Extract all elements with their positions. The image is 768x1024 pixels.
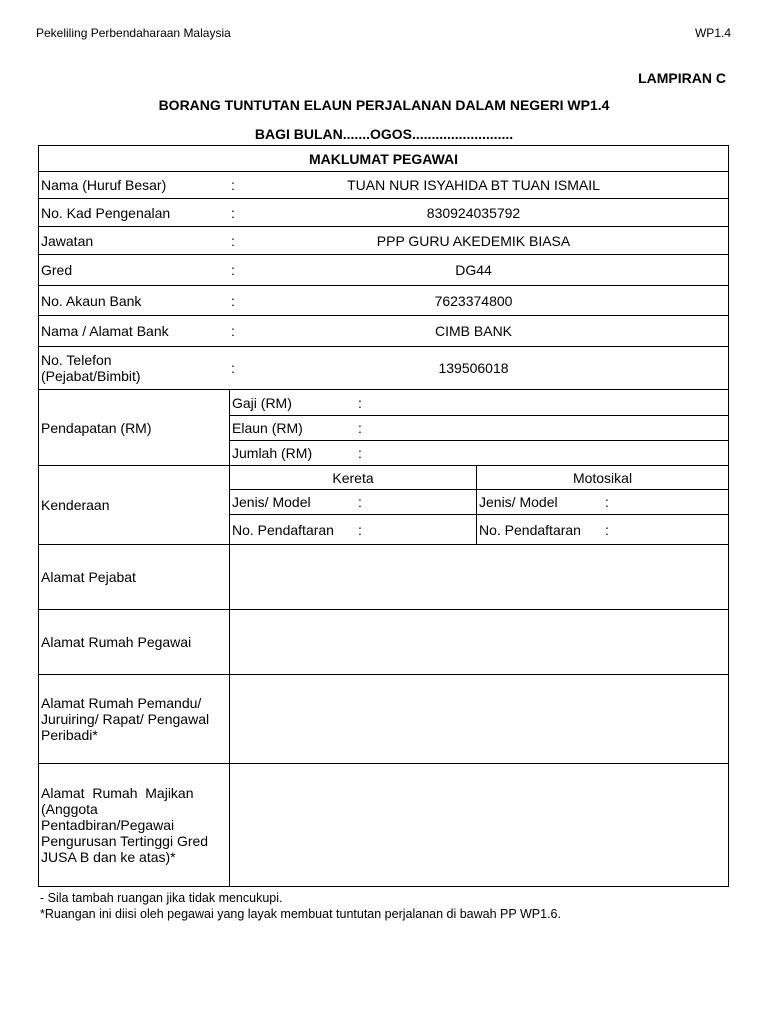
label-majikan-line2: (Anggota xyxy=(41,801,98,817)
label-majikan-line1: Alamat Rumah Majikan xyxy=(41,785,194,801)
label-motosikal-daftar: No. Pendaftaran xyxy=(479,521,581,538)
input-alamat-rumah-majikan[interactable] xyxy=(230,764,729,887)
document-header-right: WP1.4 xyxy=(694,26,731,40)
label-alamat-rumah-pegawai: Alamat Rumah Pegawai xyxy=(39,610,230,675)
footnotes xyxy=(40,890,561,922)
colon: : xyxy=(358,394,362,411)
value-ic[interactable]: 830924035792 xyxy=(426,204,521,221)
row-nama xyxy=(39,172,729,199)
label-kereta-daftar: No. Pendaftaran xyxy=(232,521,334,538)
row-bank xyxy=(39,316,729,347)
row-akaun xyxy=(39,286,729,316)
label-gred: Gred xyxy=(41,262,73,278)
officer-info-table xyxy=(38,145,729,887)
label-nama: Nama (Huruf Besar) xyxy=(41,177,167,193)
label-alamat-rumah-majikan xyxy=(39,764,230,887)
colon: : xyxy=(231,177,235,193)
colon: : xyxy=(231,204,235,221)
label-pemandu-line1: Alamat Rumah Pemandu/ xyxy=(41,695,202,711)
label-majikan-line5: JUSA B dan ke atas)* xyxy=(41,849,176,865)
label-alamat-rumah-pemandu xyxy=(39,675,230,764)
label-jumlah: Jumlah (RM) xyxy=(232,445,313,461)
value-telefon[interactable]: 139506018 xyxy=(438,360,509,376)
label-kenderaan: Kenderaan xyxy=(39,466,230,545)
label-alamat-pejabat: Alamat Pejabat xyxy=(39,545,230,610)
footnote-1: - Sila tambah ruangan jika tidak mencukupi. xyxy=(40,891,283,905)
value-nama[interactable]: TUAN NUR ISYAHIDA BT TUAN ISMAIL xyxy=(347,177,600,193)
label-gaji: Gaji (RM) xyxy=(232,394,292,411)
label-bank: Nama / Alamat Bank xyxy=(41,323,169,339)
colon: : xyxy=(231,292,235,309)
label-elaun: Elaun (RM) xyxy=(232,420,303,436)
form-subtitle-month: BAGI BULAN.......OGOS.......................... xyxy=(254,126,514,142)
label-telefon-line2: (Pejabat/Bimbit) xyxy=(41,368,141,384)
field-motosikal-jenis[interactable] xyxy=(477,490,729,515)
row-jawatan xyxy=(39,227,729,255)
colon: : xyxy=(605,494,609,510)
footnote-2: *Ruangan ini diisi oleh pegawai yang layak membuat tuntutan perjalanan di bawah PP WP1.6. xyxy=(40,907,561,921)
field-jumlah[interactable] xyxy=(230,441,729,466)
label-telefon xyxy=(41,352,231,384)
label-pendapatan: Pendapatan (RM) xyxy=(39,390,230,466)
field-elaun[interactable] xyxy=(230,416,729,441)
label-pemandu-line2: Juruiring/ Rapat/ Pengawal xyxy=(41,711,210,727)
label-telefon-line1: No. Telefon xyxy=(41,352,112,368)
row-ic xyxy=(39,199,729,227)
document-header-left: Pekeliling Perbendaharaan Malaysia xyxy=(36,26,231,40)
label-kereta-jenis: Jenis/ Model xyxy=(232,494,311,510)
value-bank[interactable]: CIMB BANK xyxy=(435,323,513,339)
colon: : xyxy=(358,445,362,461)
colon: : xyxy=(605,521,609,538)
field-motosikal-daftar[interactable] xyxy=(477,515,729,545)
field-kereta-daftar[interactable] xyxy=(230,515,477,545)
label-pemandu-line3: Peribadi* xyxy=(41,727,98,743)
value-akaun[interactable]: 7623374800 xyxy=(434,292,513,309)
colon: : xyxy=(231,360,235,376)
value-gred[interactable]: DG44 xyxy=(455,262,492,278)
input-alamat-rumah-pegawai[interactable] xyxy=(230,610,729,675)
header-kereta: Kereta xyxy=(230,466,477,490)
form-title: BORANG TUNTUTAN ELAUN PERJALANAN DALAM NEGERI WP1.4 xyxy=(158,97,610,113)
row-telefon xyxy=(39,347,729,390)
label-majikan-line4: Pengurusan Tertinggi Gred xyxy=(41,833,209,849)
colon: : xyxy=(231,262,235,278)
colon: : xyxy=(231,323,235,339)
row-gred xyxy=(39,255,729,286)
label-akaun: No. Akaun Bank xyxy=(41,292,142,309)
section-title: MAKLUMAT PEGAWAI xyxy=(39,146,729,172)
label-motosikal-jenis: Jenis/ Model xyxy=(479,494,558,510)
input-alamat-rumah-pemandu[interactable] xyxy=(230,675,729,764)
header-motosikal: Motosikal xyxy=(477,466,729,490)
colon: : xyxy=(231,232,235,249)
colon: : xyxy=(358,494,362,510)
label-jawatan: Jawatan xyxy=(41,232,94,249)
input-alamat-pejabat[interactable] xyxy=(230,545,729,610)
label-ic: No. Kad Pengenalan xyxy=(41,204,171,221)
colon: : xyxy=(358,521,362,538)
field-kereta-jenis[interactable] xyxy=(230,490,477,515)
colon: : xyxy=(358,420,362,436)
value-jawatan[interactable]: PPP GURU AKEDEMIK BIASA xyxy=(376,232,571,249)
lampiran-label: LAMPIRAN C xyxy=(638,70,726,86)
field-gaji[interactable] xyxy=(230,390,729,416)
label-majikan-line3: Pentadbiran/Pegawai xyxy=(41,817,175,833)
